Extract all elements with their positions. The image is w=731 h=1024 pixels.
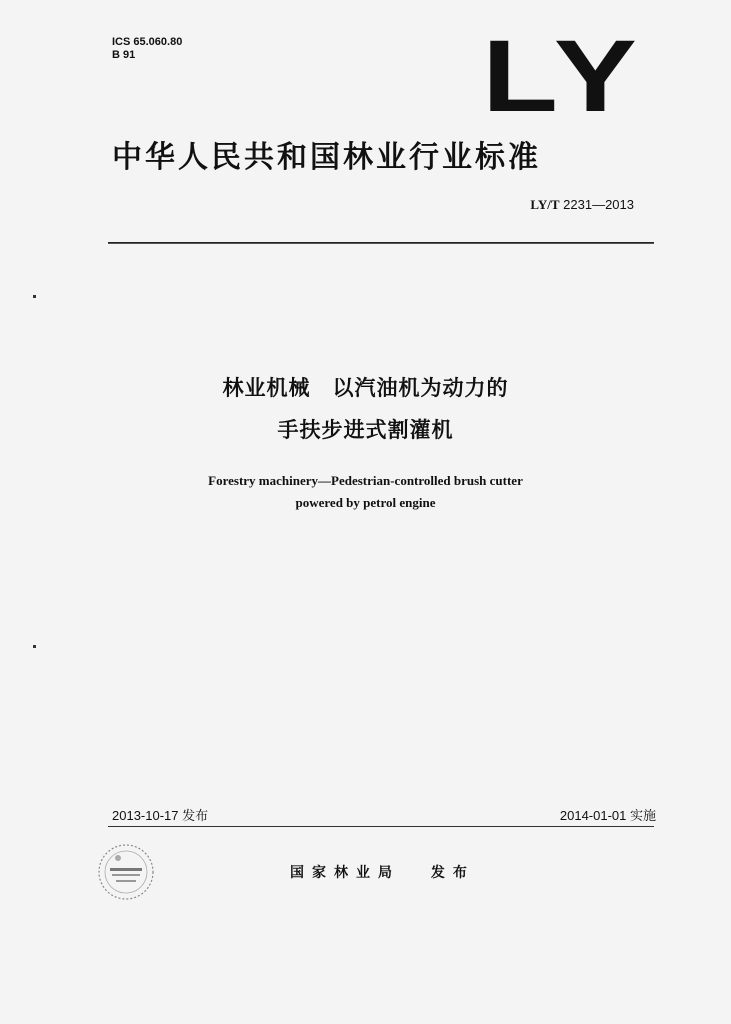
title-zh-line1: 林业机械 以汽油机为动力的 <box>222 376 509 400</box>
footer-divider <box>108 826 654 827</box>
scan-mark <box>33 295 36 298</box>
classification-codes <box>112 36 182 62</box>
standard-logo: LY <box>482 19 645 133</box>
official-seal-icon <box>96 842 156 902</box>
issue-date: 2013-10-17 发布 <box>112 808 209 823</box>
issue-word: 发布 <box>430 865 475 881</box>
title-zh-line2: 手扶步进式割灌机 <box>277 418 454 442</box>
ccs-code: B 91 <box>112 49 136 61</box>
organization-title: 中华人民共和国林业行业标准 <box>112 140 541 175</box>
ics-code: ICS 65.060.80 <box>112 36 183 48</box>
scan-mark <box>33 645 36 648</box>
date-row <box>112 805 656 824</box>
title-en-line2: powered by petrol engine <box>295 495 436 510</box>
issuer-line <box>290 862 475 882</box>
effective-date: 2014-01-01 实施 <box>559 808 656 823</box>
standard-code: 2231—2013 <box>563 197 634 212</box>
issuer-name: 国家林业局 <box>290 865 400 881</box>
standard-number <box>530 197 634 213</box>
title-en-line1: Forestry machinery—Pedestrian-controlled brush cutter <box>208 473 523 488</box>
standard-prefix: LY/T <box>530 197 560 212</box>
header-divider <box>108 242 654 244</box>
